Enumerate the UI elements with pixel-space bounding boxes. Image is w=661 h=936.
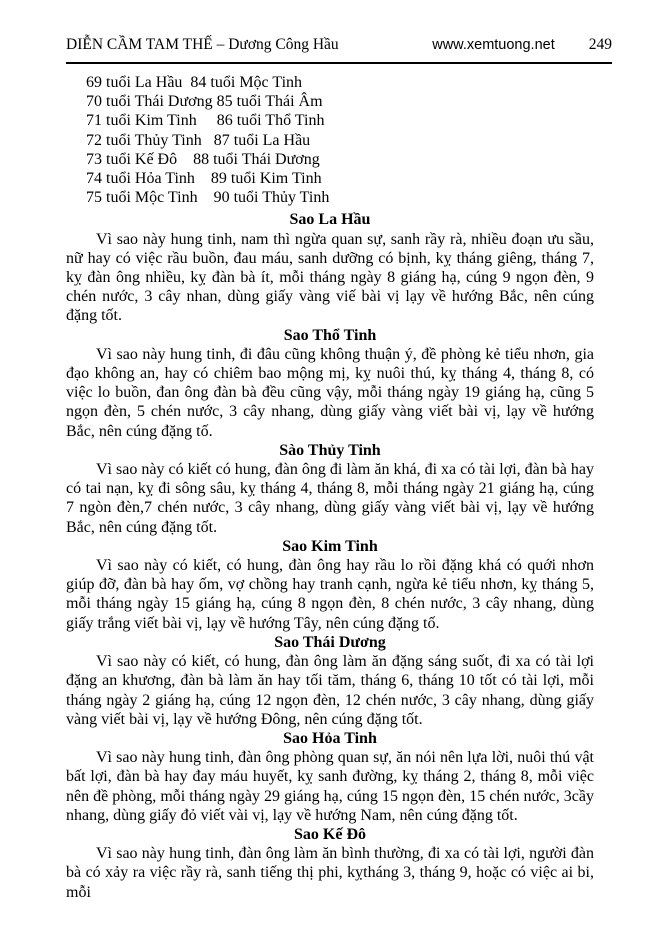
page-header bbox=[66, 36, 612, 64]
section-heading: Sao Hỏa Tinh bbox=[283, 729, 377, 747]
section-sao-ke-do bbox=[66, 825, 594, 902]
section-heading: Sao Kim Tinh bbox=[282, 537, 378, 555]
section-sao-tho-tinh bbox=[66, 326, 594, 441]
section-paragraph: Vì sao này có kiết, có hung, đàn ông hay rầu lo rồi đặng khá có quới nhơn giúp đỡ, đàn bà hay ốm, vợ chồng hay tranh cạnh, ngừa kẻ tiểu nhơn, kỵ tháng 5, mỗi tháng ngày 15 giáng hạ, cúng 8 ngọn đèn, 8 chén nước, 3 cây nhang, dùng giấy trắng viết bài vị, lạy về hướng Tây, nên cúng đặng tố. bbox=[66, 557, 594, 632]
section-sao-thai-duong bbox=[66, 633, 594, 729]
age-list-row: 72 tuổi Thủy Tinh 87 tuổi La Hầu bbox=[86, 131, 311, 149]
section-sao-hoa-tinh bbox=[66, 729, 594, 825]
age-list-row: 70 tuổi Thái Dương 85 tuổi Thái Âm bbox=[86, 93, 323, 111]
section-paragraph: Vì sao này hung tinh, đàn ông làm ăn bình thường, đi xa có tài lợi, người đàn bà có xảy ra việc rầy rà, sanh tiếng thị phi, kỵtháng 3, tháng 9, hoặc có việc ai bi, mỗi bbox=[66, 845, 594, 901]
age-list-row: 73 tuổi Kế Đô 88 tuổi Thái Dương bbox=[86, 150, 320, 168]
book-title: DIỄN CẦM TAM THẾ – Dương Công Hầu bbox=[66, 36, 339, 53]
age-list bbox=[86, 73, 612, 207]
age-list-row: 69 tuổi La Hầu 84 tuổi Mộc Tinh bbox=[86, 74, 303, 91]
page-number: 249 bbox=[588, 36, 612, 53]
section-sao-thuy-tinh bbox=[66, 441, 594, 537]
section-heading: Sao Thái Dương bbox=[274, 633, 386, 651]
site-url: www.xemtuong.net bbox=[432, 37, 555, 53]
age-list-row: 71 tuổi Kim Tinh 86 tuổi Thổ Tinh bbox=[86, 112, 325, 130]
section-paragraph: Vì sao này có kiết, có hung, đàn ông làm ăn đặng sáng suốt, đi xa có tài lợi đặng an khương, đàn bà làm ăn hay tối tăm, tháng 6, tháng 10 tốt có tài lợi, mỗi tháng ngày 2 giáng hạ, cúng 12 ngọn đèn, 12 chén nước, 3 cây nhang, dùng giấy vàng viết bài vị, lạy về hướng Đông, nên cúng đặng tốt. bbox=[66, 653, 594, 728]
section-sao-kim-tinh bbox=[66, 537, 594, 633]
section-heading: Sao Thổ Tinh bbox=[283, 326, 377, 344]
section-sao-la-hau bbox=[66, 210, 594, 325]
section-paragraph: Vì sao này có kiết có hung, đàn ông đi làm ăn khá, đi xa có tài lợi, đàn bà hay có tai nạn, kỵ đi sông sâu, kỵ tháng 4, tháng 8, mỗi tháng ngày 21 giáng hạ, cúng 7 ngòn đèn,7 chén nước, 3 cây nhang, dùng giấy vàng viết bài vị, lạy về hướng Bắc, nên cúng đặng tốt. bbox=[66, 461, 594, 536]
sections bbox=[66, 210, 594, 901]
section-heading: Sào Thủy Tinh bbox=[279, 441, 381, 459]
section-heading: Sao La Hầu bbox=[289, 211, 371, 229]
section-paragraph: Vì sao này hung tinh, đi đâu cũng không thuận ý, đề phòng kẻ tiểu nhơn, gia đạo không an, hay có chiêm bao mộng mị, kỵ nuôi thú, kỵ tháng 4, tháng 8, có việc lo buồn, đan ông đàn bà đều cũng vậy, mỗi tháng ngày 19 giáng hạ, cũng 5 ngọn đèn, 5 chén nước, 3 cây nhang, dùng giấy vàng viết bài vị, lạy về hướng Bắc, nên cúng đặng tố. bbox=[66, 345, 594, 440]
section-paragraph: Vì sao này hung tinh, đàn ông phòng quan sự, ăn nói nên lựa lời, nuôi thú vật bất lợi, đàn bà hay đay máu huyết, kỵ sanh đường, kỵ tháng 2, tháng 8, mỗi việc nên đề phòng, mỗi tháng ngày 29 giáng hạ, cúng 15 ngọn đèn, 15 chén nước, 3cầy nhang, dùng giấy đỏ viết vài vị, lạy về hướng Nam, nên cúng đặng tốt. bbox=[66, 749, 594, 824]
age-list-row: 75 tuổi Mộc Tinh 90 tuổi Thủy Tinh bbox=[86, 189, 330, 207]
age-list-row: 74 tuổi Hỏa Tinh 89 tuổi Kim Tinh bbox=[86, 170, 322, 188]
section-heading: Sao Kế Đô bbox=[294, 825, 366, 843]
section-paragraph: Vì sao này hung tinh, nam thì ngừa quan sự, sanh rầy rà, nhiều đoạn ưu sầu, nữ hay có việc rầu buồn, đau máu, sanh dưỡng có bịnh, kỵ tháng giêng, tháng 7, kỵ đàn ông nhiều, kỵ đàn bà ít, mỗi tháng ngày 8 giáng hạ, cúng 9 ngọn đèn, 9 chén nước, 3 cây nhan, dùng giấy vàng viế bài vị lạy về hướng Bắc, nên cúng đặng tốt. bbox=[66, 230, 594, 325]
